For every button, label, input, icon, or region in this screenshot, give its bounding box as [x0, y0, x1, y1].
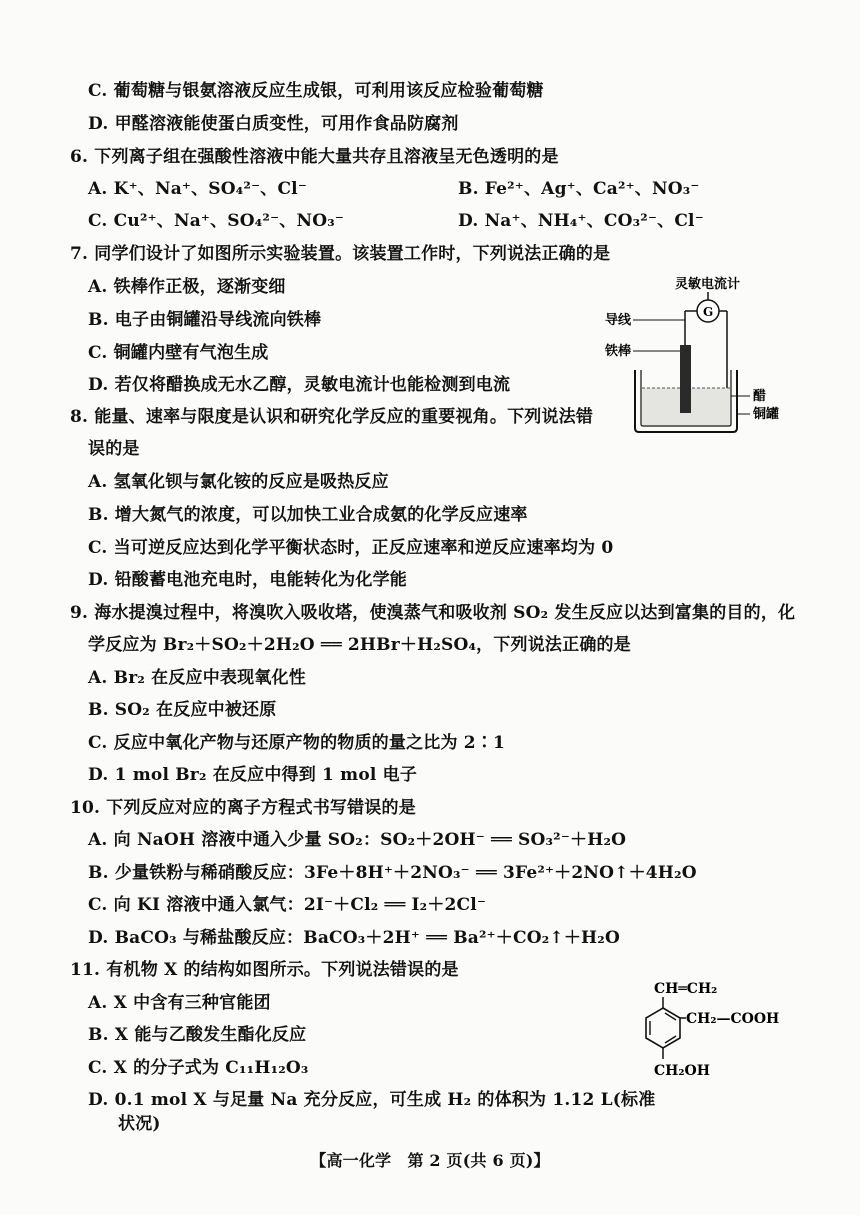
q9-stem-line1: 9. 海水提溴过程中，将溴吹入吸收塔，使溴蒸气和吸收剂 SO₂ 发生反应以达到富集的目的，化: [70, 603, 796, 623]
q6-option-c: C. Cu²⁺、Na⁺、SO₄²⁻、NO₃⁻: [88, 211, 345, 231]
q5-option-d: D. 甲醛溶液能使蛋白质变性，可用作食品防腐剂: [88, 114, 459, 134]
q8-option-a: A. 氢氧化钡与氯化铵的反应是吸热反应: [88, 472, 389, 492]
q6-option-d: D. Na⁺、NH₄⁺、CO₃²⁻、Cl⁻: [458, 211, 704, 231]
vinyl-group: CH═CH₂: [654, 981, 718, 997]
iron-rod-label: 铁棒: [605, 344, 632, 359]
q6-option-a: A. K⁺、Na⁺、SO₄²⁻、Cl⁻: [88, 179, 308, 199]
q8-stem-line2: 误的是: [88, 439, 140, 459]
q11-option-c: C. X 的分子式为 C₁₁H₁₂O₃: [88, 1058, 309, 1078]
svg-text:G: G: [703, 305, 714, 319]
q9-option-b: B. SO₂ 在反应中被还原: [88, 700, 277, 720]
vinegar-label: 醋: [753, 389, 767, 404]
galvanic-cell-figure: [595, 270, 795, 440]
q9-option-a: A. Br₂ 在反应中表现氧化性: [88, 668, 306, 688]
wire-label: 导线: [605, 313, 632, 328]
galvanometer-label: 灵敏电流计: [675, 277, 741, 292]
q11-option-d-line1: D. 0.1 mol X 与足量 Na 充分反应，可生成 H₂ 的体积为 1.12 L(标准: [88, 1090, 656, 1110]
q8-option-d: D. 铅酸蓄电池充电时，电能转化为化学能: [88, 570, 407, 590]
q11-option-d-line2: 状况): [118, 1114, 161, 1134]
structure-x-figure: [620, 975, 800, 1085]
q7-option-b: B. 电子由铜罐沿导线流向铁棒: [88, 310, 322, 330]
acetic-acid-group: CH₂—COOH: [686, 1011, 780, 1027]
q7-stem: 7. 同学们设计了如图所示实验装置。该装置工作时，下列说法正确的是: [70, 244, 611, 264]
q9-option-d: D. 1 mol Br₂ 在反应中得到 1 mol 电子: [88, 765, 418, 785]
q8-stem-line1: 8. 能量、速率与限度是认识和研究化学反应的重要视角。下列说法错: [70, 407, 594, 427]
q10-option-d: D. BaCO₃ 与稀盐酸反应：BaCO₃＋2H⁺ ══ Ba²⁺＋CO₂↑＋H₂O: [88, 928, 620, 948]
q7-option-c: C. 铜罐内壁有气泡生成: [88, 343, 269, 363]
q5-option-c: C. 葡萄糖与银氨溶液反应生成银，可利用该反应检验葡萄糖: [88, 81, 544, 101]
q8-option-b: B. 增大氮气的浓度，可以加快工业合成氨的化学反应速率: [88, 505, 528, 525]
q9-option-c: C. 反应中氧化产物与还原产物的物质的量之比为 2∶1: [88, 733, 506, 753]
hydroxymethyl-group: CH₂OH: [654, 1063, 710, 1079]
benzene-ring: [646, 1008, 680, 1048]
q11-stem: 11. 有机物 X 的结构如图所示。下列说法错误的是: [70, 960, 459, 980]
q9-stem-line2: 学反应为 Br₂＋SO₂＋2H₂O ══ 2HBr＋H₂SO₄，下列说法正确的是: [88, 635, 631, 655]
q11-option-a: A. X 中含有三种官能团: [88, 993, 271, 1013]
q10-option-c: C. 向 KI 溶液中通入氯气：2I⁻＋Cl₂ ══ I₂＋2Cl⁻: [88, 895, 487, 915]
q7-option-a: A. 铁棒作正极，逐渐变细: [88, 277, 286, 297]
iron-rod: [680, 345, 691, 413]
q10-option-b: B. 少量铁粉与稀硝酸反应：3Fe＋8H⁺＋2NO₃⁻ ══ 3Fe²⁺＋2NO↑＋4H₂O: [88, 863, 697, 883]
q7-option-d: D. 若仅将醋换成无水乙醇，灵敏电流计也能检测到电流: [88, 375, 511, 395]
q6-option-b: B. Fe²⁺、Ag⁺、Ca²⁺、NO₃⁻: [458, 179, 700, 199]
q6-stem: 6. 下列离子组在强酸性溶液中能大量共存且溶液呈无色透明的是: [70, 147, 559, 167]
copper-can-label: 铜罐: [753, 407, 780, 422]
page-footer: 【高一化学 第 2 页(共 6 页)】: [310, 1151, 550, 1170]
q10-stem: 10. 下列反应对应的离子方程式书写错误的是: [70, 798, 416, 818]
q11-option-b: B. X 能与乙酸发生酯化反应: [88, 1025, 307, 1045]
q10-option-a: A. 向 NaOH 溶液中通入少量 SO₂：SO₂＋2OH⁻ ══ SO₃²⁻＋H₂O: [88, 830, 627, 850]
q8-option-c: C. 当可逆反应达到化学平衡状态时，正反应速率和逆反应速率均为 0: [88, 538, 614, 558]
